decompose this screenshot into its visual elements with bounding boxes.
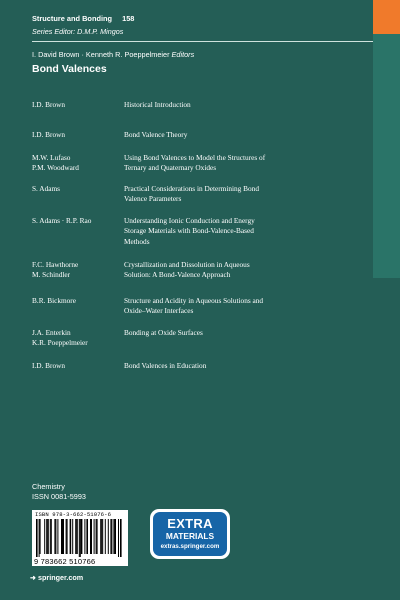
barcode-bar [50,519,51,554]
barcode-bar [80,519,81,557]
barcode-bars [36,519,124,557]
series-editor: Series Editor: D.M.P. Mingos [32,27,124,36]
springer-link[interactable] [30,573,83,582]
toc-author-line: M. Schindler [32,270,71,280]
barcode-bar [39,519,40,557]
arrow-icon: ➜ [30,573,37,582]
barcode-bar [63,519,64,554]
editors-label: Editors [171,50,195,59]
toc-title-line: Understanding Ionic Conduction and Energy [124,216,255,225]
toc-author-line: I.D. Brown [32,130,66,139]
extra-materials-inner [153,512,227,556]
barcode-bar [97,519,98,554]
barcode-bar [75,519,77,554]
isbn-barcode [32,510,128,566]
toc-author-line: P.M. Woodward [32,163,79,173]
extra-url: extras.springer.com [160,543,220,550]
barcode-bar [55,519,56,554]
barcode-bar [120,519,122,557]
toc-title-line: Solution: A Bond-Valence Approach [124,270,231,280]
toc-title-line: Practical Considerations in Determining Bond [124,184,259,193]
toc-title-line: Bonding at Oxide Surfaces [124,328,203,337]
toc-title-line: Structure and Acidity in Aqueous Solutions and [124,296,264,305]
toc-author [32,130,117,140]
toc-chapter-title [124,260,344,281]
toc-chapter-title [124,153,344,174]
toc-author [32,260,117,281]
green-accent-tab [373,34,400,278]
barcode-bar [36,519,38,557]
toc-author [32,328,117,349]
barcode-bar [70,519,72,554]
book-title: Bond Valences [32,63,107,75]
barcode-bar [81,519,83,554]
toc-title-line: Ternary and Quaternary Oxides [124,163,217,173]
barcode-bar [105,519,106,554]
header-rule [32,41,373,42]
barcode-bar [100,519,101,554]
toc-title-line: Historical Introduction [124,100,191,109]
volume-editors [32,50,194,59]
barcode-bar [62,519,63,554]
barcode-bar [90,519,91,554]
barcode-bar [72,519,73,554]
toc-title-line: Valence Parameters [124,194,182,204]
toc-title-line: Bond Valence Theory [124,130,188,139]
toc-author [32,216,117,226]
barcode-bar [84,519,85,554]
toc-author-line: I.D. Brown [32,361,66,370]
extra-materials-word: MATERIALS [165,531,215,541]
barcode-number: 9 783662 510766 [34,557,96,566]
barcode-bar [67,519,68,554]
barcode-bar [86,519,88,554]
toc-chapter-title [124,216,344,247]
toc-author [32,100,117,110]
toc-author-line: K.R. Poeppelmeier [32,338,88,348]
barcode-bar [118,519,119,557]
toc-chapter-title [124,100,344,110]
toc-chapter-title [124,328,344,338]
toc-author [32,184,117,194]
toc-author-line: S. Adams · R.P. Rao [32,216,92,225]
toc-title-line: Storage Materials with Bond-Valence-Based [124,226,254,236]
toc-author [32,361,117,371]
barcode-bar [66,519,67,554]
barcode-bar [114,519,116,554]
barcode-bar [77,519,78,554]
isbn-label: ISBN 978-3-662-51076-6 [35,511,112,518]
barcode-bar [61,519,62,554]
toc-chapter-title [124,130,344,140]
springer-label: springer.com [38,573,84,582]
toc-chapter-title [124,296,344,317]
subject-label: Chemistry [32,482,65,491]
barcode-bar [44,519,45,554]
toc-author [32,296,117,306]
toc-title-line: Methods [124,236,150,246]
barcode-bar [101,519,102,554]
volume-number: 158 [122,14,135,23]
toc-author-line: F.C. Hawthorne [32,260,79,269]
series-line [32,14,134,23]
barcode-bar [91,519,92,554]
toc-author-line: B.R. Bickmore [32,296,76,305]
barcode-bar [46,519,47,554]
issn-label: ISSN 0081-5993 [32,492,86,501]
toc-chapter-title [124,361,344,371]
extra-materials-badge[interactable] [150,509,230,559]
barcode-bar [111,519,112,554]
toc-title-line: Oxide–Water Interfaces [124,306,194,316]
extra-word: EXTRA [167,516,213,531]
series-name: Structure and Bonding [32,14,113,23]
toc-author-line: M.W. Lufaso [32,153,71,162]
toc-chapter-title [124,184,344,205]
toc-author-line: J.A. Enterkin [32,328,71,337]
toc-author-line: S. Adams [32,184,60,193]
barcode-bar [79,519,80,557]
barcode-bar [47,519,49,554]
subject-block [32,482,86,502]
barcode-bar [96,519,97,554]
toc-author [32,153,117,174]
editor-names: I. David Brown · Kenneth R. Poeppelmeier [32,50,170,59]
toc-title-line: Bond Valences in Education [124,361,207,370]
barcode-bar [102,519,103,554]
barcode-bar [51,519,52,554]
barcode-bar [108,519,109,554]
barcode-bar [57,519,58,554]
barcode-bar [54,519,55,554]
toc-title-line: Using Bond Valences to Model the Structures of [124,153,266,162]
barcode-bar [113,519,114,554]
toc-title-line: Crystallization and Dissolution in Aqueous [124,260,250,269]
toc-author-line: I.D. Brown [32,100,66,109]
barcode-bar [110,519,111,554]
barcode-bar [94,519,95,554]
barcode-bar [40,519,41,554]
orange-accent-tab [373,0,400,34]
